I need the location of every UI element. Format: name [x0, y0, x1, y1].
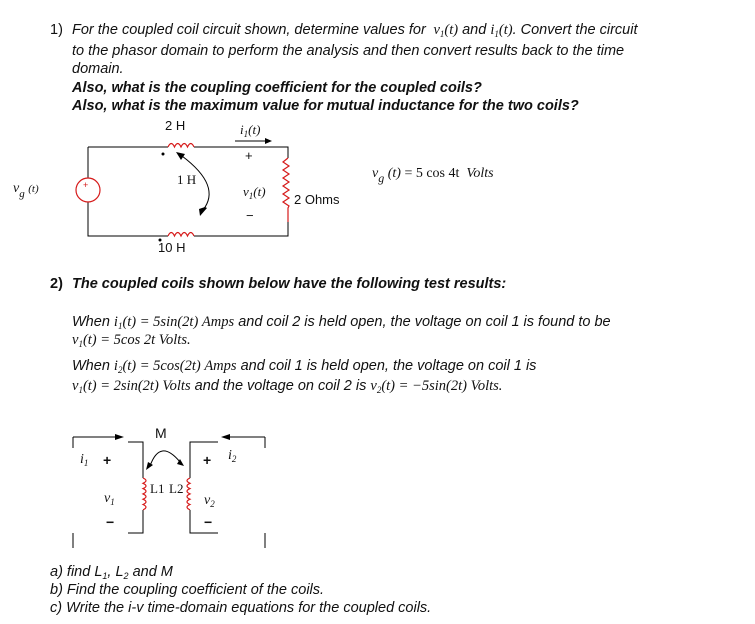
problem-1-number: 1): [50, 22, 63, 38]
problem-1-line-2: to the phasor domain to perform the analysis and then convert results back to the time: [72, 43, 625, 59]
v1-plus-sign-2: +: [103, 452, 112, 468]
source-plus-sign: +: [83, 180, 89, 190]
question-b: b) Find the coupling coefficient of the coils.: [50, 582, 325, 598]
left-coil-wire: [128, 442, 143, 533]
l1-label: L1: [150, 481, 165, 496]
l2-label: L2: [169, 481, 184, 496]
question-a: a) find $L_1$, $L_2$ and M: [50, 564, 173, 581]
question-c: c) Write the i-v time-domain equations for the coupled coils.: [50, 600, 432, 616]
current-i1-label: $i_1(t)$: [240, 122, 261, 139]
problem-1-line-1: For the coupled coil circuit shown, determine values for $v_1(t)$ and $i_1(t)$. Convert the circuit: [72, 22, 638, 39]
resistor-label: 2 Ohms: [294, 192, 340, 207]
v1-plus-sign: +: [245, 148, 253, 163]
v1-minus-sign-2: −: [106, 514, 115, 530]
v2-plus-sign: +: [203, 452, 212, 468]
voltage-v1-label: $v_1(t)$: [243, 184, 266, 201]
problem-2-number: 2): [50, 276, 63, 292]
m-arrow-head-left-icon: [146, 462, 153, 470]
mutual-inductance-label: 1 H: [177, 172, 197, 187]
test-1-result: $v_1(t) = 5\cos$ 2t Volts.: [72, 332, 191, 349]
problem-2-title: The coupled coils shown below have the following test results:: [72, 276, 507, 292]
test-2-line: When $i_2(t) = 5\cos(2t)$ Amps and coil 1 is held open, the voltage on coil 1 is: [72, 358, 537, 375]
i2-arrow-head-icon: [221, 434, 230, 440]
i2-label: $i_2$: [228, 448, 237, 464]
coil-l1-icon: [143, 478, 146, 510]
inductor-l1-label: 2 H: [165, 118, 186, 133]
coil-l2-icon: [187, 478, 190, 510]
inductor-l2-label: 10 H: [158, 240, 186, 255]
source-equation: vg (t) = 5 cos 4t Volts: [372, 166, 494, 185]
mutual-m-label: M: [155, 425, 167, 441]
problem-1-line-3: domain.: [72, 61, 124, 77]
problem-1-question-coupling: Also, what is the coupling coefficient for the coupled coils?: [72, 80, 482, 96]
v2-label: $v_2$: [204, 493, 215, 509]
test-2-result: $v_1(t) = 2\sin(2t)$ Volts and the voltage on coil 2 is $v_2(t) = -5\sin(2t)$ Volts.: [72, 378, 503, 395]
test-1-line: When $i_1(t) = 5\sin(2t)$ Amps and coil 2 is held open, the voltage on coil 1 is found to be: [72, 314, 611, 331]
v2-minus-sign: −: [204, 514, 213, 530]
problem-1-question-mutual: Also, what is the maximum value for mutual inductance for the two coils?: [72, 98, 579, 114]
source-vg-label: $v_g$ (t): [13, 181, 39, 200]
i1-label: $i_1$: [80, 452, 89, 468]
mutual-arc: [150, 451, 180, 466]
i1-arrow-head-icon: [115, 434, 124, 440]
v1-minus-sign: −: [246, 208, 254, 223]
v1-label: $v_1$: [104, 491, 115, 507]
